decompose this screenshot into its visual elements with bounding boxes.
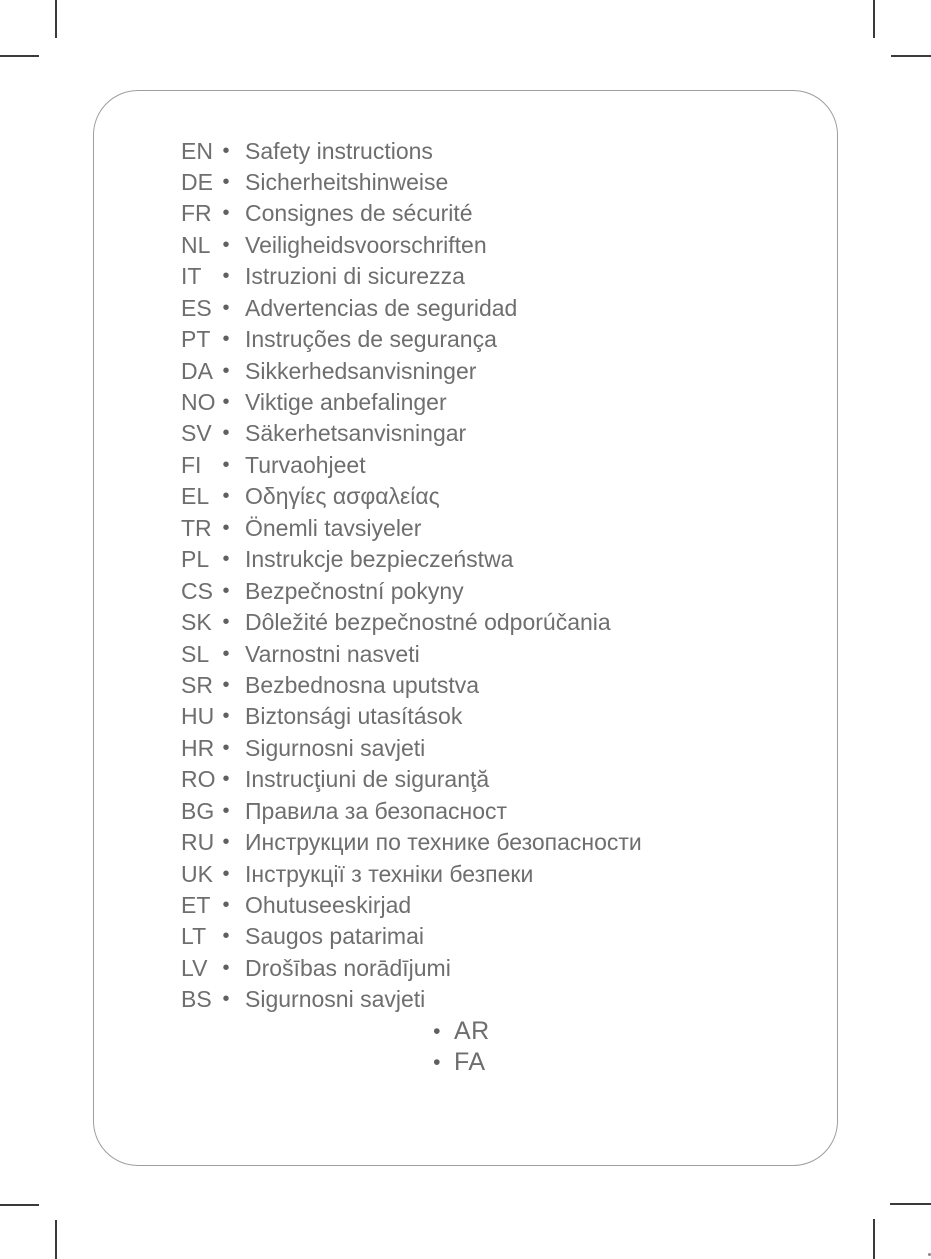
language-row xyxy=(181,859,801,890)
bullet-icon: • xyxy=(222,139,230,162)
language-code: EN xyxy=(181,137,213,164)
bullet-icon: • xyxy=(222,705,230,728)
language-code: UK xyxy=(181,860,213,887)
language-code: NL xyxy=(181,231,211,258)
language-row xyxy=(181,481,801,512)
language-label: Safety instructions xyxy=(245,137,433,164)
language-label: Dôležité bezpečnostné odporúčania xyxy=(245,609,611,636)
language-code: LT xyxy=(181,923,207,950)
bullet-icon: • xyxy=(222,485,230,508)
language-row xyxy=(181,764,801,795)
crop-mark-top-left-vertical xyxy=(55,0,57,38)
language-label: Sigurnosni savjeti xyxy=(245,986,426,1013)
language-label: Инструкции по технике безопасности xyxy=(245,829,642,856)
language-row xyxy=(181,639,801,670)
language-row xyxy=(181,796,801,827)
language-label: Saugos patarimai xyxy=(245,923,424,950)
bullet-icon: • xyxy=(222,956,230,979)
language-label: Інструкції з техніки безпеки xyxy=(245,860,534,887)
language-label: Önemli tavsiyeler xyxy=(245,514,422,541)
bullet-icon: • xyxy=(222,925,230,948)
language-code: HU xyxy=(181,703,215,730)
language-code: ET xyxy=(181,892,211,918)
language-list xyxy=(181,136,801,1079)
bullet-icon: • xyxy=(222,548,230,571)
language-row xyxy=(181,136,801,167)
language-row xyxy=(181,701,801,732)
language-code: CS xyxy=(181,577,213,604)
bullet-icon: • xyxy=(222,642,230,665)
language-label: Veiligheidsvoorschriften xyxy=(245,231,487,258)
rtl-language-group xyxy=(181,1016,801,1079)
language-row xyxy=(181,324,801,355)
bullet-icon: • xyxy=(222,894,230,916)
language-code: RU xyxy=(181,829,215,856)
bullet-icon: • xyxy=(222,453,230,476)
language-code: DA xyxy=(181,357,213,384)
language-label: Bezbednosna uputstva xyxy=(245,671,480,698)
crop-mark-bottom-right-vertical xyxy=(873,1219,875,1259)
language-row xyxy=(181,293,801,324)
language-label: Biztonsági utasítások xyxy=(245,703,463,730)
language-code: SV xyxy=(181,420,212,447)
language-row xyxy=(181,607,801,638)
crop-mark-top-left-horizontal xyxy=(0,55,39,57)
language-label: Istruzioni di sicurezza xyxy=(245,263,465,290)
language-code: HR xyxy=(181,734,215,761)
bullet-icon: • xyxy=(222,233,230,256)
bullet-icon: • xyxy=(222,296,230,319)
language-label: Sigurnosni savjeti xyxy=(245,734,426,761)
crop-mark-bottom-left-horizontal xyxy=(0,1204,39,1206)
bullet-icon: • xyxy=(222,422,230,445)
language-code: DE xyxy=(181,168,213,195)
bullet-icon: • xyxy=(222,831,230,854)
language-label: Viktige anbefalinger xyxy=(245,389,447,415)
language-label: Οδηγίες ασφαλείας xyxy=(245,483,440,510)
rtl-language-row xyxy=(181,1016,801,1047)
language-label: Instrucţiuni de siguranţă xyxy=(245,766,490,793)
language-code: RO xyxy=(181,766,216,793)
language-code: SR xyxy=(181,671,213,698)
language-label: Varnostni nasveti xyxy=(245,640,420,667)
bullet-icon: • xyxy=(222,673,230,696)
crop-mark-top-right-horizontal xyxy=(891,55,931,57)
language-row xyxy=(181,544,801,575)
language-code: PL xyxy=(181,546,210,573)
language-code: LV xyxy=(181,954,208,981)
crop-mark-bottom-left-vertical xyxy=(55,1220,57,1259)
language-label: Instruções de segurança xyxy=(245,326,497,353)
rtl-language-row xyxy=(181,1047,801,1078)
bullet-icon: • xyxy=(222,988,230,1011)
bullet-icon: • xyxy=(222,359,230,382)
bullet-icon: • xyxy=(433,1019,441,1043)
bullet-icon: • xyxy=(222,799,230,822)
language-label: Instrukcje bezpieczeństwa xyxy=(245,546,514,573)
language-code: PT xyxy=(181,326,211,353)
bullet-icon: • xyxy=(222,516,230,539)
language-row xyxy=(181,827,801,858)
language-code: ES xyxy=(181,294,212,321)
language-row xyxy=(181,230,801,261)
language-row xyxy=(181,261,801,292)
bullet-icon: • xyxy=(433,1051,441,1075)
language-code: SK xyxy=(181,609,212,636)
language-code: SL xyxy=(181,640,210,667)
language-row xyxy=(181,921,801,952)
language-label: Säkerhetsanvisningar xyxy=(245,420,467,447)
bullet-icon: • xyxy=(222,611,230,634)
language-code: AR xyxy=(454,1016,490,1045)
language-row xyxy=(181,984,801,1015)
bullet-icon: • xyxy=(222,202,230,225)
language-label: Ohutuseeskirjad xyxy=(245,892,412,918)
language-row xyxy=(181,733,801,764)
bullet-icon: • xyxy=(222,391,230,413)
language-row xyxy=(181,890,801,921)
language-label: Bezpečnostní pokyny xyxy=(245,577,464,604)
bullet-icon: • xyxy=(222,579,230,602)
bullet-icon: • xyxy=(222,328,230,351)
language-row xyxy=(181,670,801,701)
language-group xyxy=(181,136,801,1016)
language-code: IT xyxy=(181,263,202,290)
language-code: BG xyxy=(181,797,215,824)
language-row xyxy=(181,418,801,449)
language-code: EL xyxy=(181,483,210,510)
language-row xyxy=(181,356,801,387)
crop-mark-top-right-vertical xyxy=(873,0,875,38)
language-row xyxy=(181,450,801,481)
language-label: Turvaohjeet xyxy=(245,451,366,478)
language-label: Drošības norādījumi xyxy=(245,954,451,981)
bullet-icon: • xyxy=(222,862,230,885)
language-code: FI xyxy=(181,451,202,478)
language-row xyxy=(181,953,801,984)
language-label: Consignes de sécurité xyxy=(245,200,473,227)
language-label: Sicherheitshinweise xyxy=(245,168,449,195)
language-code: FR xyxy=(181,200,212,227)
language-label: Правила за безопасност xyxy=(245,797,508,824)
crop-mark-bottom-right-horizontal xyxy=(890,1203,931,1205)
language-code: NO xyxy=(181,389,216,415)
language-code: FA xyxy=(454,1048,486,1077)
language-code: BS xyxy=(181,986,212,1013)
language-row xyxy=(181,513,801,544)
bullet-icon: • xyxy=(222,170,230,193)
language-code: TR xyxy=(181,514,212,541)
bullet-icon: • xyxy=(222,265,230,288)
language-label: Sikkerhedsanvisninger xyxy=(245,357,477,384)
language-row xyxy=(181,576,801,607)
bullet-icon: • xyxy=(222,768,230,791)
language-row xyxy=(181,167,801,198)
language-row xyxy=(181,198,801,229)
language-label: Advertencias de seguridad xyxy=(245,294,518,321)
bullet-icon: • xyxy=(222,736,230,759)
language-row xyxy=(181,387,801,418)
